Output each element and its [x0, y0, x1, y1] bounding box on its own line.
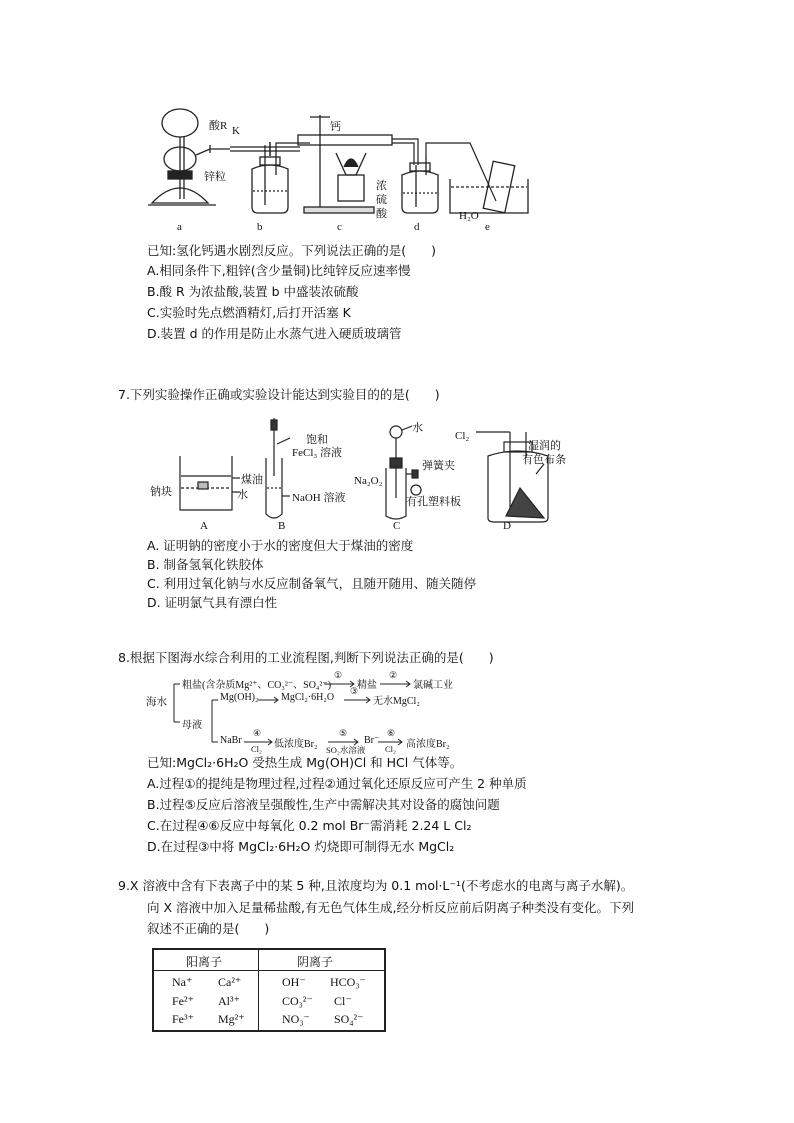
test-tube-b — [266, 418, 290, 518]
label-saturated: 饱和 — [306, 434, 328, 446]
flow-step-3: ③ — [350, 686, 359, 696]
beaker-a — [180, 456, 240, 510]
ion-cell: Al³⁺ — [218, 994, 240, 1008]
label-fig-d: D — [503, 520, 511, 532]
label-kerosene: 煤油 — [241, 474, 263, 486]
label-d: d — [414, 221, 420, 233]
flow-mgcl2-6h2o: MgCl₂·6H₂O — [281, 692, 335, 703]
label-cl2: Cl₂ — [455, 430, 470, 442]
q9-stem-line-2: 向 X 溶液中加入足量稀盐酸,有无色气体生成,经分析反应前后阴离子种类没有变化。下列 — [147, 900, 634, 915]
ion-cell: HCO₃⁻ — [330, 975, 366, 989]
q6-option-a: A.相同条件下,粗锌(含少量铜)比纯锌反应速率慢 — [147, 263, 411, 278]
flow-chlor-alkali: 氯碱工业 — [413, 680, 453, 691]
flow-step-2: ② — [389, 670, 398, 680]
flow-so2-solution: SO₂水溶液 — [326, 745, 366, 755]
q7-option-a: A. 证明钠的密度小于水的密度但大于煤油的密度 — [147, 538, 414, 553]
flow-br-ion: Br⁻ — [364, 735, 380, 746]
flow-cl2-a: Cl₂ — [251, 744, 262, 754]
label-a: a — [177, 221, 182, 233]
q6-option-d: D.装置 d 的作用是防止水蒸气进入硬质玻璃管 — [147, 326, 402, 341]
flow-seawater: 海水 — [146, 697, 167, 708]
q8-option-c: C.在过程④⑥反应中每氧化 0.2 mol Br⁻需消耗 2.24 L Cl₂ — [147, 818, 472, 833]
label-wet-2: 有色布条 — [522, 454, 566, 466]
label-conc-3: 酸 — [376, 208, 387, 220]
q6-apparatus-figure — [140, 95, 540, 235]
label-fig-c: C — [393, 520, 401, 532]
q8-option-d: D.在过程③中将 MgCl₂·6H₂O 灼烧即可制得无水 MgCl₂ — [147, 839, 455, 854]
ion-cell: OH⁻ — [282, 975, 306, 989]
ion-cell: Mg²⁺ — [218, 1012, 245, 1026]
ion-cell: NO₃⁻ — [282, 1012, 310, 1026]
label-sodium: 钠块 — [150, 486, 172, 498]
ion-table-divider — [258, 950, 259, 1030]
ion-cell: CO₃²⁻ — [282, 994, 313, 1008]
q6-stem: 已知:氢化钙遇水剧烈反应。下列说法正确的是( ) — [147, 243, 436, 258]
anion-header: 阴离子 — [297, 955, 334, 969]
flow-anhydrous-mgcl2: 无水MgCl₂ — [373, 696, 420, 707]
flow-low-br2: 低浓度Br₂ — [274, 739, 318, 750]
q7-option-d: D. 证明氯气具有漂白性 — [147, 595, 278, 610]
flow-step-5: ⑤ — [339, 728, 348, 738]
flow-cl2-b: Cl₂ — [385, 744, 396, 754]
q8-note: 已知:MgCl₂·6H₂O 受热生成 Mg(OH)Cl 和 HCl 气体等。 — [147, 755, 463, 770]
ion-cell: Na⁺ — [172, 975, 193, 989]
ion-table-header-rule — [154, 970, 384, 971]
cation-header: 阳离子 — [186, 955, 223, 969]
flow-step-1: ① — [334, 670, 343, 680]
label-c: c — [337, 221, 342, 233]
label-conc-2: 硫 — [376, 194, 387, 206]
label-fig-b: B — [278, 520, 286, 532]
bottle-d — [402, 155, 438, 213]
ion-table — [152, 948, 386, 1032]
q7-stem: 7.下列实验操作正确或实验设计能达到实验目的的是( ) — [118, 387, 440, 402]
label-na2o2: Na₂O₂ — [354, 475, 383, 487]
label-wet-1: 湿润的 — [528, 440, 561, 452]
q7-option-b: B. 制备氢氧化铁胶体 — [147, 557, 264, 572]
flow-step-6: ⑥ — [387, 728, 396, 738]
q7-figures — [140, 418, 560, 523]
label-b: b — [257, 221, 263, 233]
label-water-a: 水 — [237, 489, 248, 501]
q8-option-a: A.过程①的提纯是物理过程,过程②通过氧化还原反应可产生 2 种单质 — [147, 776, 527, 791]
q7-option-c: C. 利用过氧化钠与水反应制备氧气，且随开随用、随关随停 — [147, 576, 477, 591]
flow-mother-liquor: 母液 — [182, 720, 202, 731]
label-zinc: 锌粒 — [204, 171, 226, 183]
label-water: H₂O — [459, 210, 479, 222]
ion-cell: Ca²⁺ — [218, 975, 242, 989]
ion-cell: Cl⁻ — [334, 994, 352, 1008]
q6-option-b: B.酸 R 为浓盐酸,装置 b 中盛装浓硫酸 — [147, 284, 359, 299]
q8-stem: 8.根据下图海水综合利用的工业流程图,判断下列说法正确的是( ) — [118, 650, 494, 665]
label-fig-a: A — [200, 520, 208, 532]
flow-high-br2: 高浓度Br₂ — [406, 739, 450, 750]
q9-stem-line-1: 9.X 溶液中含有下表离子中的某 5 种,且浓度均为 0.1 mol·L⁻¹(不考虑水的电离与离子水解)。 — [118, 878, 634, 893]
flow-crude-salt: 粗盐(含杂质Mg²⁺、CO₃²⁻、SO₄²⁻) — [182, 680, 332, 691]
ion-cell: SO₄²⁻ — [334, 1012, 364, 1026]
label-conc-1: 浓 — [376, 180, 387, 192]
trough-e — [450, 161, 528, 213]
flow-step-4: ④ — [253, 728, 262, 738]
flow-mgoh2: Mg(OH)₂ — [220, 692, 259, 703]
ion-cell: Fe²⁺ — [172, 994, 194, 1008]
label-clip: 弹簧夹 — [422, 460, 455, 472]
label-acid-r: 酸R — [209, 120, 228, 132]
label-calcium: 钙 — [330, 121, 341, 133]
label-naoh: NaOH 溶液 — [292, 492, 346, 504]
ion-cell: Fe³⁺ — [172, 1012, 194, 1026]
label-fecl3: FeCl₃ 溶液 — [292, 447, 342, 459]
flow-nabr: NaBr — [220, 735, 242, 746]
q6-option-c: C.实验时先点燃酒精灯,后打开活塞 K — [147, 305, 351, 320]
flow-refined-salt: 精盐 — [357, 680, 377, 691]
label-water-c: 水 — [412, 422, 423, 434]
bottle-b — [252, 149, 288, 213]
label-k: K — [232, 125, 240, 137]
q8-option-b: B.过程⑤反应后溶液呈强酸性,生产中需解决其对设备的腐蚀问题 — [147, 797, 500, 812]
label-e: e — [485, 221, 490, 233]
label-plate: 有孔塑料板 — [406, 496, 461, 508]
q9-stem-line-3: 叙述不正确的是( ) — [147, 921, 270, 936]
